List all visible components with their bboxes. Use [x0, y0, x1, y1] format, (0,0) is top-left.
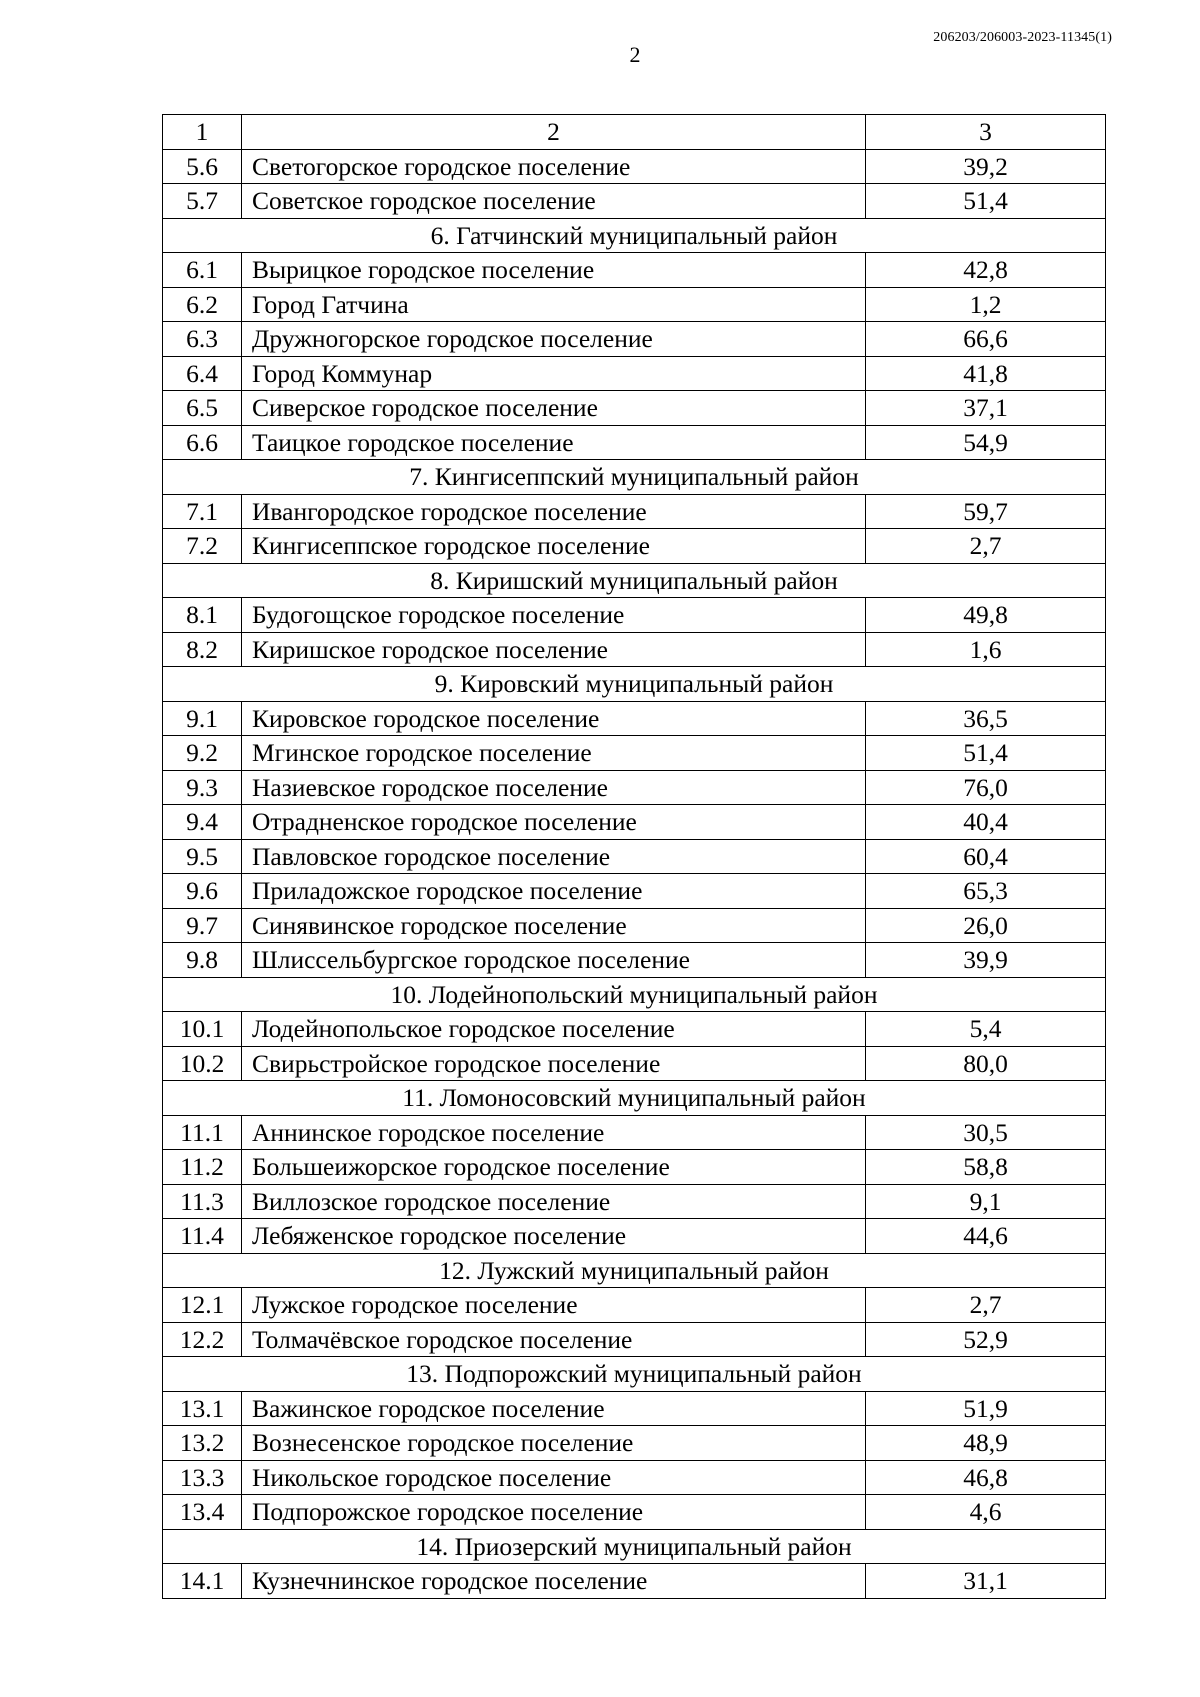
row-number: 11.4 — [163, 1219, 242, 1254]
row-value: 31,1 — [866, 1564, 1106, 1599]
row-number: 5.6 — [163, 149, 242, 184]
settlement-name: Дружногорское городское поселение — [242, 322, 866, 357]
row-number: 14.1 — [163, 1564, 242, 1599]
table-row — [163, 253, 1106, 288]
row-value: 46,8 — [866, 1460, 1106, 1495]
row-number: 8.2 — [163, 632, 242, 667]
table-row — [163, 908, 1106, 943]
table-row — [163, 701, 1106, 736]
section-title: 8. Киришский муниципальный район — [163, 563, 1106, 598]
section-title: 10. Лодейнопольский муниципальный район — [163, 977, 1106, 1012]
row-number: 11.2 — [163, 1150, 242, 1185]
row-value: 40,4 — [866, 805, 1106, 840]
section-title: 7. Кингисеппский муниципальный район — [163, 460, 1106, 495]
table-row — [163, 494, 1106, 529]
table-row — [163, 1495, 1106, 1530]
table-row — [163, 356, 1106, 391]
settlement-name: Город Коммунар — [242, 356, 866, 391]
settlement-name: Сиверское городское поселение — [242, 391, 866, 426]
table-row — [163, 322, 1106, 357]
row-number: 11.3 — [163, 1184, 242, 1219]
table-row — [163, 1012, 1106, 1047]
settlement-name: Большеижорское городское поселение — [242, 1150, 866, 1185]
settlement-name: Советское городское поселение — [242, 184, 866, 219]
settlement-name: Светогорское городское поселение — [242, 149, 866, 184]
section-title: 13. Подпорожский муниципальный район — [163, 1357, 1106, 1392]
table-header-row — [163, 115, 1106, 150]
settlement-name: Подпорожское городское поселение — [242, 1495, 866, 1530]
row-value: 60,4 — [866, 839, 1106, 874]
row-number: 6.2 — [163, 287, 242, 322]
settlement-name: Назиевское городское поселение — [242, 770, 866, 805]
row-value: 51,4 — [866, 184, 1106, 219]
row-number: 13.3 — [163, 1460, 242, 1495]
row-number: 9.8 — [163, 943, 242, 978]
row-number: 8.1 — [163, 598, 242, 633]
section-title: 9. Кировский муниципальный район — [163, 667, 1106, 702]
table-row — [163, 1184, 1106, 1219]
row-value: 30,5 — [866, 1115, 1106, 1150]
row-value: 66,6 — [866, 322, 1106, 357]
table-row — [163, 805, 1106, 840]
column-header-1: 1 — [163, 115, 242, 150]
row-number: 7.2 — [163, 529, 242, 564]
row-number: 11.1 — [163, 1115, 242, 1150]
row-number: 9.4 — [163, 805, 242, 840]
row-value: 42,8 — [866, 253, 1106, 288]
table-row — [163, 391, 1106, 426]
table-row — [163, 1426, 1106, 1461]
table-row — [163, 1460, 1106, 1495]
settlement-name: Павловское городское поселение — [242, 839, 866, 874]
settlement-name: Толмачёвское городское поселение — [242, 1322, 866, 1357]
page-number: 2 — [629, 42, 641, 67]
row-number: 5.7 — [163, 184, 242, 219]
row-value: 39,9 — [866, 943, 1106, 978]
table-row — [163, 529, 1106, 564]
table-row — [163, 149, 1106, 184]
row-value: 51,4 — [866, 736, 1106, 771]
row-number: 6.5 — [163, 391, 242, 426]
row-number: 6.1 — [163, 253, 242, 288]
row-number: 9.6 — [163, 874, 242, 909]
table-row — [163, 1322, 1106, 1357]
settlement-name: Город Гатчина — [242, 287, 866, 322]
section-header-row — [163, 1357, 1106, 1392]
row-number: 12.1 — [163, 1288, 242, 1323]
row-number: 9.1 — [163, 701, 242, 736]
row-number: 13.4 — [163, 1495, 242, 1530]
row-value: 36,5 — [866, 701, 1106, 736]
table-row — [163, 1115, 1106, 1150]
column-header-3: 3 — [866, 115, 1106, 150]
table-row — [163, 770, 1106, 805]
row-number: 13.1 — [163, 1391, 242, 1426]
section-header-row — [163, 218, 1106, 253]
settlement-name: Кузнечнинское городское поселение — [242, 1564, 866, 1599]
column-header-2: 2 — [242, 115, 866, 150]
section-title: 6. Гатчинский муниципальный район — [163, 218, 1106, 253]
row-value: 58,8 — [866, 1150, 1106, 1185]
settlement-name: Таицкое городское поселение — [242, 425, 866, 460]
settlement-name: Кировское городское поселение — [242, 701, 866, 736]
row-number: 6.3 — [163, 322, 242, 357]
settlement-name: Мгинское городское поселение — [242, 736, 866, 771]
section-title: 12. Лужский муниципальный район — [163, 1253, 1106, 1288]
row-value: 2,7 — [866, 529, 1106, 564]
table-row — [163, 425, 1106, 460]
row-value: 52,9 — [866, 1322, 1106, 1357]
section-header-row — [163, 667, 1106, 702]
row-number: 9.7 — [163, 908, 242, 943]
row-value: 39,2 — [866, 149, 1106, 184]
settlement-name: Аннинское городское поселение — [242, 1115, 866, 1150]
section-title: 11. Ломоносовский муниципальный район — [163, 1081, 1106, 1116]
row-value: 41,8 — [866, 356, 1106, 391]
settlement-name: Синявинское городское поселение — [242, 908, 866, 943]
row-value: 49,8 — [866, 598, 1106, 633]
row-value: 4,6 — [866, 1495, 1106, 1530]
section-header-row — [163, 563, 1106, 598]
table-row — [163, 736, 1106, 771]
row-value: 65,3 — [866, 874, 1106, 909]
row-value: 48,9 — [866, 1426, 1106, 1461]
table-row — [163, 1564, 1106, 1599]
row-value: 9,1 — [866, 1184, 1106, 1219]
row-value: 76,0 — [866, 770, 1106, 805]
settlement-name: Шлиссельбургское городское поселение — [242, 943, 866, 978]
row-value: 37,1 — [866, 391, 1106, 426]
row-number: 9.3 — [163, 770, 242, 805]
settlement-name: Приладожское городское поселение — [242, 874, 866, 909]
row-value: 59,7 — [866, 494, 1106, 529]
table-row — [163, 598, 1106, 633]
settlement-name: Лебяженское городское поселение — [242, 1219, 866, 1254]
settlement-name: Никольское городское поселение — [242, 1460, 866, 1495]
table-body — [163, 149, 1106, 1598]
settlement-name: Вырицкое городское поселение — [242, 253, 866, 288]
row-number: 10.2 — [163, 1046, 242, 1081]
section-title: 14. Приозерский муниципальный район — [163, 1529, 1106, 1564]
table-row — [163, 874, 1106, 909]
section-header-row — [163, 460, 1106, 495]
table-row — [163, 184, 1106, 219]
table-row — [163, 1150, 1106, 1185]
row-number: 9.5 — [163, 839, 242, 874]
table-row — [163, 1219, 1106, 1254]
settlement-name: Ивангородское городское поселение — [242, 494, 866, 529]
row-value: 44,6 — [866, 1219, 1106, 1254]
document-id: 206203/206003-2023-11345(1) — [933, 30, 1112, 45]
row-number: 6.6 — [163, 425, 242, 460]
row-value: 54,9 — [866, 425, 1106, 460]
row-value: 2,7 — [866, 1288, 1106, 1323]
table-row — [163, 1046, 1106, 1081]
section-header-row — [163, 1253, 1106, 1288]
section-header-row — [163, 1529, 1106, 1564]
settlement-name: Виллозское городское поселение — [242, 1184, 866, 1219]
row-number: 13.2 — [163, 1426, 242, 1461]
settlement-name: Киришское городское поселение — [242, 632, 866, 667]
row-value: 51,9 — [866, 1391, 1106, 1426]
row-number: 7.1 — [163, 494, 242, 529]
settlement-name: Вознесенское городское поселение — [242, 1426, 866, 1461]
row-number: 6.4 — [163, 356, 242, 391]
settlement-name: Отрадненское городское поселение — [242, 805, 866, 840]
table-row — [163, 1391, 1106, 1426]
table-row — [163, 1288, 1106, 1323]
table-row — [163, 839, 1106, 874]
settlement-name: Лужское городское поселение — [242, 1288, 866, 1323]
table-row — [163, 287, 1106, 322]
row-number: 12.2 — [163, 1322, 242, 1357]
section-header-row — [163, 1081, 1106, 1116]
settlement-name: Лодейнопольское городское поселение — [242, 1012, 866, 1047]
section-header-row — [163, 977, 1106, 1012]
row-value: 80,0 — [866, 1046, 1106, 1081]
row-number: 10.1 — [163, 1012, 242, 1047]
table-row — [163, 943, 1106, 978]
settlement-name: Важинское городское поселение — [242, 1391, 866, 1426]
row-value: 26,0 — [866, 908, 1106, 943]
settlement-name: Кингисеппское городское поселение — [242, 529, 866, 564]
settlement-name: Будогощское городское поселение — [242, 598, 866, 633]
row-value: 1,6 — [866, 632, 1106, 667]
table-row — [163, 632, 1106, 667]
settlement-name: Свирьстройское городское поселение — [242, 1046, 866, 1081]
row-value: 5,4 — [866, 1012, 1106, 1047]
row-number: 9.2 — [163, 736, 242, 771]
row-value: 1,2 — [866, 287, 1106, 322]
settlements-table — [162, 114, 1106, 1599]
